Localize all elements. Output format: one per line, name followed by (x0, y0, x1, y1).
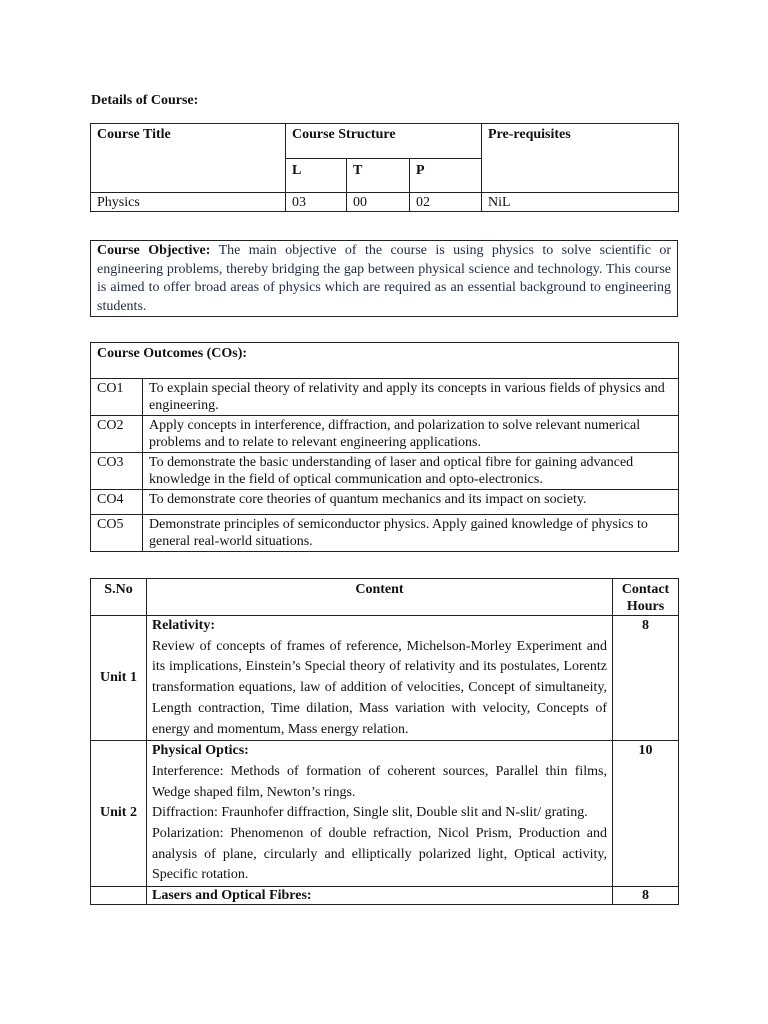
course-outcomes-title: Course Outcomes (COs): (91, 343, 679, 379)
co-row (91, 515, 679, 552)
contact-hours-value: 10 (613, 741, 679, 887)
unit-content (147, 741, 613, 887)
co-code: CO2 (91, 416, 143, 453)
section-heading: Details of Course: (91, 93, 199, 108)
contact-hours-value: 8 (613, 616, 679, 741)
contact-hours-header: Contact Hours (613, 579, 679, 616)
contact-hours-value: 8 (613, 887, 679, 905)
course-objective-box (90, 240, 678, 317)
unit-content (147, 616, 613, 741)
unit-content (147, 887, 613, 905)
co-code: CO5 (91, 515, 143, 552)
unit-paragraph: Review of concepts of frames of reference, Michelson-Morley Experiment and its implications, Einstein’s Special theory of relativity and its postulates, Lorentz transformation equations, law of addition of velocities, Concept of simultaneity, Length contraction, Time dilation, Mass variation with velocity, Concepts of energy and momentum, Mass energy relation. (152, 638, 607, 737)
course-objective-label: Course Objective: (97, 243, 211, 258)
course-outcomes-table (90, 342, 679, 552)
course-structure-header: Course Structure (286, 124, 482, 159)
unit-label (91, 887, 147, 905)
sno-header: S.No (91, 579, 147, 616)
course-title-header: Course Title (91, 124, 286, 193)
prerequisites-header: Pre-requisites (482, 124, 679, 193)
unit-title: Lasers and Optical Fibres: (152, 888, 312, 904)
unit-label: Unit 2 (91, 741, 147, 887)
unit-title: Physical Optics: (152, 743, 249, 759)
co-text: To explain special theory of relativity and apply its concepts in various fields of physics and engineering. (143, 379, 679, 416)
course-objective-text: The main objective of the course is using physics to solve scientific or engineering problems, thereby bridging the gap between physical science and technology. This course is aimed to offer broad areas of physics which are required as an essential background to engineering students. (97, 243, 672, 314)
p-value: 02 (410, 193, 482, 212)
unit-row (91, 741, 679, 887)
co-text: Apply concepts in interference, diffraction, and polarization to solve relevant numerical problems and to relate to relevant engineering applications. (143, 416, 679, 453)
unit-paragraph: Diffraction: Fraunhofer diffraction, Single slit, Double slit and N-slit/ grating. (152, 805, 588, 821)
co-row (91, 453, 679, 490)
course-content-table (90, 578, 679, 905)
content-header: Content (147, 579, 613, 616)
l-value: 03 (286, 193, 347, 212)
unit-title: Relativity: (152, 618, 215, 633)
co-code: CO4 (91, 490, 143, 515)
t-value: 00 (347, 193, 410, 212)
unit-row (91, 616, 679, 741)
unit-label: Unit 1 (91, 616, 147, 741)
unit-row (91, 887, 679, 905)
co-row (91, 490, 679, 515)
co-text: To demonstrate core theories of quantum mechanics and its impact on society. (143, 490, 679, 515)
co-code: CO3 (91, 453, 143, 490)
l-header: L (286, 159, 347, 193)
co-row (91, 416, 679, 453)
prerequisites-value: NiL (482, 193, 679, 212)
course-details-table (90, 123, 679, 212)
t-header: T (347, 159, 410, 193)
co-text: Demonstrate principles of semiconductor physics. Apply gained knowledge of physics to general real-world situations. (143, 515, 679, 552)
co-row (91, 379, 679, 416)
co-text: To demonstrate the basic understanding of laser and optical fibre for gaining advanced knowledge in the field of optical communication and opto-electronics. (143, 453, 679, 490)
course-title-value: Physics (91, 193, 286, 212)
unit-paragraph: Interference: Methods of formation of coherent sources, Parallel thin films, Wedge shaped film, Newton’s rings. (152, 763, 607, 800)
unit-paragraph: Polarization: Phenomenon of double refraction, Nicol Prism, Production and analysis of plane, circularly and elliptically polarized light, Optical activity, Specific rotation. (152, 826, 607, 883)
p-header: P (410, 159, 482, 193)
co-code: CO1 (91, 379, 143, 416)
